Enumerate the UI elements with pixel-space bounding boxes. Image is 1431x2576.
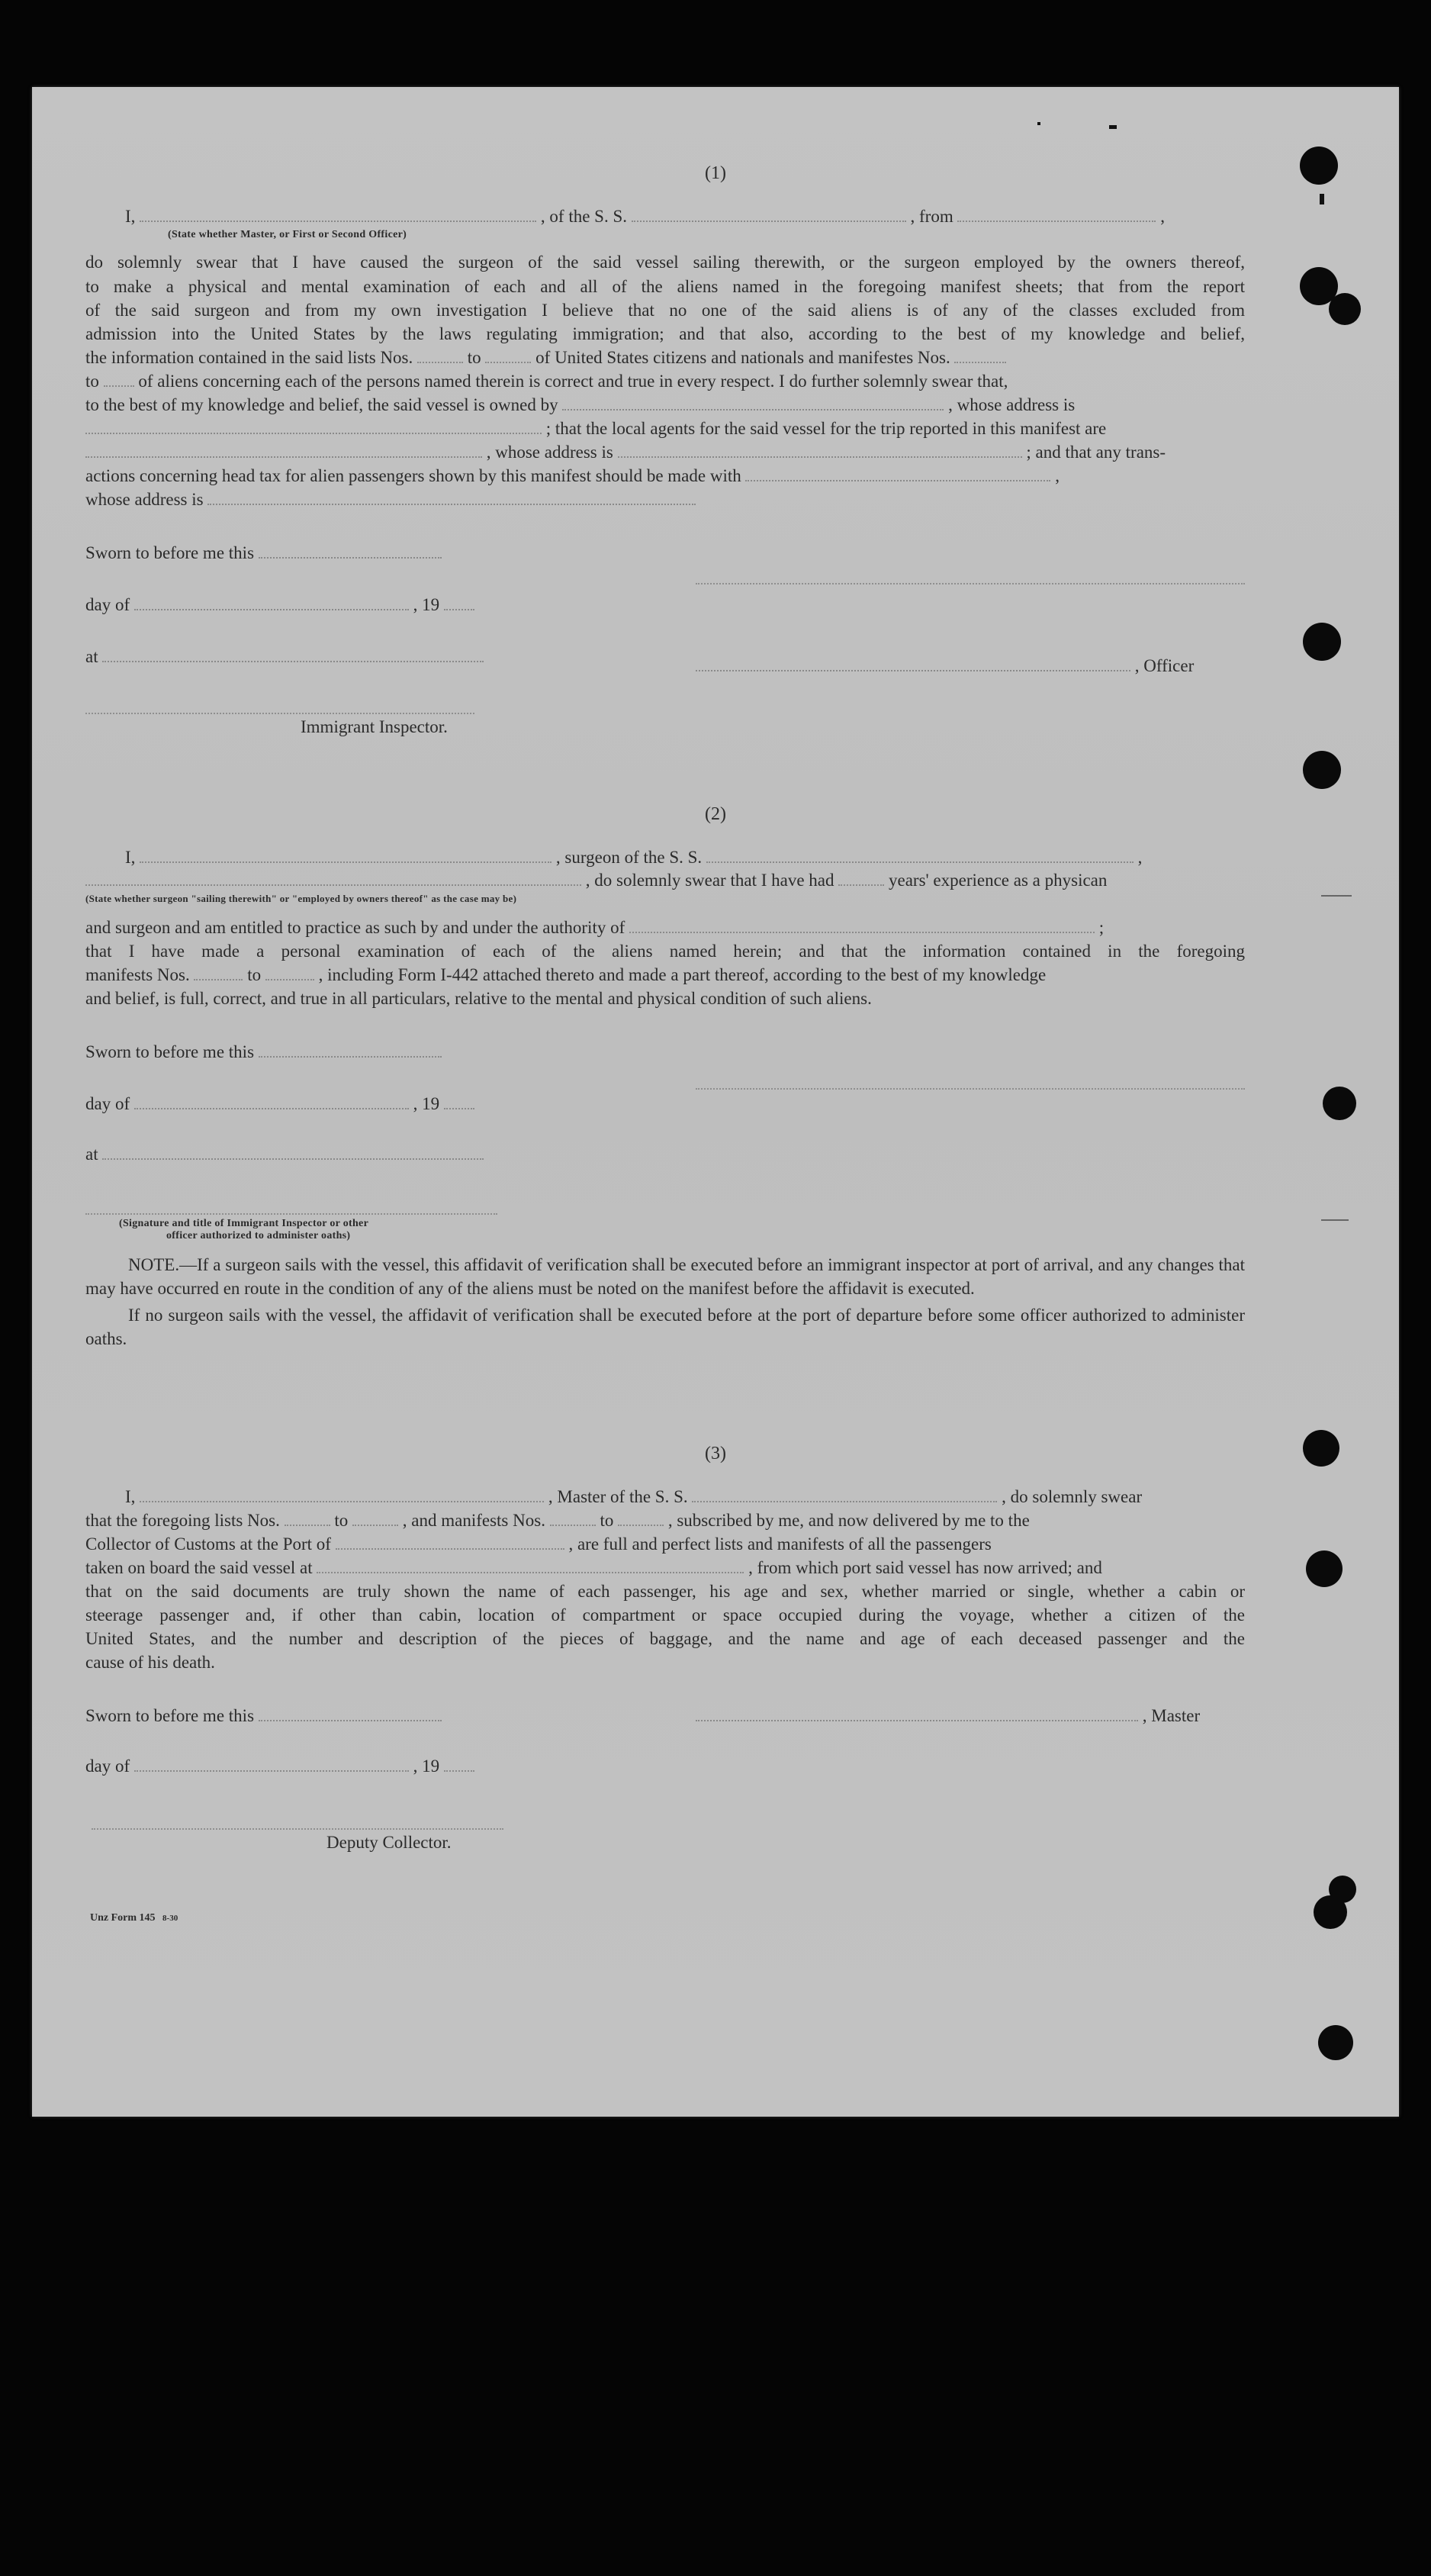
text: day of <box>85 595 130 614</box>
punch-hole <box>1306 1550 1343 1587</box>
section-2-line-1 <box>125 845 1245 869</box>
fill-blank[interactable] <box>285 1514 330 1526</box>
section-1-at <box>85 647 484 667</box>
section-2-line-2 <box>85 868 1245 892</box>
text: ; <box>1098 918 1105 937</box>
text: , Master <box>1142 1706 1201 1725</box>
punch-hole <box>1303 623 1341 661</box>
text: , 19 <box>413 1094 440 1113</box>
fill-blank[interactable] <box>618 446 1022 458</box>
section-1-line-9 <box>85 346 1245 369</box>
section-1-line-14 <box>85 464 1245 488</box>
fill-blank[interactable] <box>317 1561 744 1573</box>
text: day of <box>85 1757 130 1776</box>
fill-blank[interactable] <box>838 874 884 886</box>
text: , and manifests Nos. <box>402 1511 545 1530</box>
text: Collector of Customs at the Port of <box>85 1534 331 1554</box>
section-2-sig-caption-2: officer authorized to administer oaths) <box>166 1230 351 1241</box>
fill-blank[interactable] <box>102 650 484 662</box>
text: to <box>334 1511 349 1530</box>
text: taken on board the said vessel at <box>85 1558 313 1577</box>
section-3-day-of <box>85 1757 474 1776</box>
section-1-line-10 <box>85 369 1245 393</box>
text: that the foregoing lists Nos. <box>85 1511 280 1530</box>
fill-blank[interactable] <box>957 210 1156 222</box>
fill-blank[interactable] <box>102 1148 484 1160</box>
text: I, <box>125 1487 136 1506</box>
section-2-instruction: (State whether surgeon "sailing therewith" or "employed by owners thereof" as the case may be) <box>85 893 517 904</box>
fill-blank[interactable] <box>417 351 463 363</box>
fill-blank[interactable] <box>259 1709 442 1721</box>
text: 8-30 <box>162 1914 178 1923</box>
text: Unz Form 145 <box>90 1912 156 1924</box>
section-2-day-of <box>85 1094 474 1114</box>
section-1-line-11 <box>85 393 1245 417</box>
fill-blank[interactable] <box>104 375 134 387</box>
text: at <box>85 1145 98 1164</box>
fill-blank[interactable] <box>706 851 1134 863</box>
fill-blank[interactable] <box>259 1045 442 1058</box>
fill-blank[interactable] <box>444 1760 474 1772</box>
section-1-instruction: (State whether Master, or First or Second Officer) <box>168 229 407 240</box>
section-1-day-of <box>85 595 474 615</box>
text: , do solemnly swear that I have had <box>585 871 834 890</box>
section-2-number: (2) <box>705 804 726 824</box>
text: , surgeon of the S. S. <box>555 848 703 867</box>
section-2-line-6: and belief, is full, correct, and true in all particulars, relative to the mental and physical condition of such aliens. <box>85 989 872 1008</box>
fill-blank[interactable] <box>134 1760 409 1772</box>
signature-line[interactable] <box>85 713 474 714</box>
text: of aliens concerning each of the persons named therein is correct and true in every respect. I do further solemnly swear that, <box>138 372 1008 391</box>
fill-blank[interactable] <box>85 874 581 886</box>
section-1-inspector-title: Immigrant Inspector. <box>301 717 448 736</box>
fill-blank[interactable] <box>140 210 536 222</box>
text: to the best of my knowledge and belief, the said vessel is owned by <box>85 395 558 414</box>
section-3-deputy-title: Deputy Collector. <box>326 1833 452 1852</box>
text: , whose address is <box>948 395 1076 414</box>
text: , 19 <box>413 1757 440 1776</box>
fill-blank[interactable] <box>352 1514 398 1526</box>
signature-line[interactable] <box>696 583 1245 584</box>
section-1-body-line: admission into the United States by the laws regulating immigration; and that also, according to the best of my knowledge and belief, <box>85 324 1245 343</box>
section-1-body-line: to make a physical and mental examination of each and all of the aliens named in the foregoing manifest sheets; that from the report <box>85 277 1245 296</box>
section-2-line-4: that I have made a personal examination of each of the aliens named herein; and that the information contained in the foregoing <box>85 942 1245 961</box>
fill-blank[interactable] <box>140 1490 544 1502</box>
section-3-line-2 <box>85 1509 1245 1532</box>
text: I, <box>125 848 136 867</box>
text: , Officer <box>1134 656 1195 675</box>
section-3-body-line: United States, and the number and description of the pieces of baggage, and the name and age of each deceased passenger and the <box>85 1629 1245 1648</box>
text: , do solemnly swear <box>1002 1487 1143 1506</box>
text: , subscribed by me, and now delivered by me to the <box>667 1511 1030 1530</box>
text: , Master of the S. S. <box>548 1487 688 1506</box>
text: ; that the local agents for the said vessel for the trip reported in this manifest are <box>545 419 1107 438</box>
fill-blank[interactable] <box>259 546 442 559</box>
section-2-at <box>85 1145 484 1164</box>
text: to <box>247 965 262 984</box>
section-3-line-3 <box>85 1532 1245 1556</box>
text: at <box>85 647 98 666</box>
fill-blank[interactable] <box>629 921 1095 933</box>
section-1-i: I, <box>125 207 136 226</box>
section-1-sworn <box>85 543 442 563</box>
fill-blank[interactable] <box>745 469 1050 481</box>
speck <box>1037 122 1040 125</box>
manifest-form-page <box>32 87 1399 2117</box>
speck <box>1109 125 1117 129</box>
text: ; and that any trans- <box>1026 443 1166 462</box>
text: Sworn to before me this <box>85 1706 255 1725</box>
punch-hole <box>1329 293 1361 325</box>
fill-blank[interactable] <box>134 598 409 610</box>
section-2-line-3 <box>85 916 1245 939</box>
section-1-line-1 <box>125 204 1245 228</box>
comma: , <box>1160 207 1165 226</box>
speck <box>1320 194 1324 204</box>
section-1-body-line: of the said surgeon and from my own investigation I believe that no one of the said aliens is of any of the classes excluded from <box>85 301 1245 320</box>
fill-blank[interactable] <box>265 968 314 980</box>
fill-blank[interactable] <box>485 351 531 363</box>
text: , are full and perfect lists and manifests of all the passengers <box>568 1534 992 1554</box>
fill-blank[interactable] <box>85 422 542 434</box>
fill-blank[interactable] <box>696 1709 1138 1721</box>
section-3-body-line: steerage passenger and, if other than cabin, location of compartment or space occupied during the voyage, whether a citizen of the <box>85 1605 1245 1624</box>
text: to <box>467 348 481 367</box>
fill-blank[interactable] <box>85 446 482 458</box>
text: of United States citizens and nationals and manifestes Nos. <box>535 348 950 367</box>
fill-blank[interactable] <box>696 659 1130 671</box>
text: Sworn to before me this <box>85 543 255 562</box>
signature-line[interactable] <box>85 1213 497 1215</box>
fill-blank[interactable] <box>618 1514 664 1526</box>
signature-line[interactable] <box>696 1088 1245 1090</box>
fill-blank[interactable] <box>444 1097 474 1109</box>
section-3-master <box>696 1706 1200 1726</box>
signature-line[interactable] <box>92 1828 503 1830</box>
fill-blank[interactable] <box>632 210 906 222</box>
section-3-line-4 <box>85 1556 1245 1579</box>
punch-hole <box>1318 2025 1353 2060</box>
fill-blank[interactable] <box>134 1097 409 1109</box>
text: , <box>1137 848 1143 867</box>
section-1-body-line: do solemnly swear that I have caused the surgeon of the said vessel sailing therewith, or the surgeon employed by the owners thereof, <box>85 253 1245 272</box>
text: and surgeon and am entitled to practice as such by and under the authority of <box>85 918 625 937</box>
fill-blank[interactable] <box>550 1514 596 1526</box>
fill-blank[interactable] <box>207 493 696 505</box>
section-3-number: (3) <box>705 1444 726 1463</box>
section-2-line-5 <box>85 963 1245 987</box>
text: , whose address is <box>486 443 613 462</box>
edge-mark <box>1321 895 1352 897</box>
note-paragraph-2: If no surgeon sails with the vessel, the affidavit of verification shall be executed before at the port of departure before some officer authorized to administer oaths. <box>85 1306 1245 1348</box>
fill-blank[interactable] <box>692 1490 997 1502</box>
fill-blank[interactable] <box>562 398 944 411</box>
note-paragraph-1: NOTE.—If a surgeon sails with the vessel, this affidavit of verification shall be executed before an immigrant inspector at port of arrival, and any changes that may have occurred en route in the condition of any of the aliens must be noted on the manifest before the affidavit is executed. <box>85 1255 1245 1298</box>
text: , including Form I-442 attached thereto and made a part thereof, according to the best of my knowledge <box>318 965 1047 984</box>
section-3-sworn <box>85 1706 442 1726</box>
section-1-officer <box>696 656 1194 676</box>
form-identifier <box>90 1912 178 1924</box>
punch-hole <box>1303 751 1341 789</box>
section-1-of-ss: , of the S. S. <box>540 207 628 226</box>
section-1-line-12 <box>85 417 1245 440</box>
fill-blank[interactable] <box>140 851 551 863</box>
section-1-line-13 <box>85 440 1245 464</box>
text: years' experience as a physican <box>889 871 1108 890</box>
text: , 19 <box>413 595 440 614</box>
section-1-from: , from <box>910 207 953 226</box>
text: Sworn to before me this <box>85 1042 255 1061</box>
text: day of <box>85 1094 130 1113</box>
section-3-body-line: that on the said documents are truly shown the name of each passenger, his age and sex, whether married or single, whether a cabin or <box>85 1582 1245 1601</box>
text: the information contained in the said lists Nos. <box>85 348 413 367</box>
section-2-note <box>85 1253 1245 1351</box>
section-2-sworn <box>85 1042 442 1062</box>
fill-blank[interactable] <box>194 968 243 980</box>
punch-hole <box>1323 1087 1356 1120</box>
punch-hole <box>1329 1876 1356 1903</box>
text: , <box>1055 466 1060 485</box>
section-3-last-line: cause of his death. <box>85 1653 215 1672</box>
section-1-number: (1) <box>705 163 726 183</box>
text: whose address is <box>85 490 204 509</box>
edge-mark <box>1321 1219 1349 1221</box>
fill-blank[interactable] <box>444 598 474 610</box>
section-1-line-15 <box>85 488 1245 511</box>
text: to <box>85 372 99 391</box>
section-2-sig-caption-1: (Signature and title of Immigrant Inspector or other <box>119 1218 369 1229</box>
text: to <box>600 1511 614 1530</box>
section-3-line-1 <box>125 1485 1245 1509</box>
text: , from which port said vessel has now arrived; and <box>748 1558 1102 1577</box>
text: actions concerning head tax for alien passengers shown by this manifest should be made with <box>85 466 741 485</box>
fill-blank[interactable] <box>336 1538 564 1550</box>
fill-blank[interactable] <box>954 351 1006 363</box>
text: manifests Nos. <box>85 965 190 984</box>
